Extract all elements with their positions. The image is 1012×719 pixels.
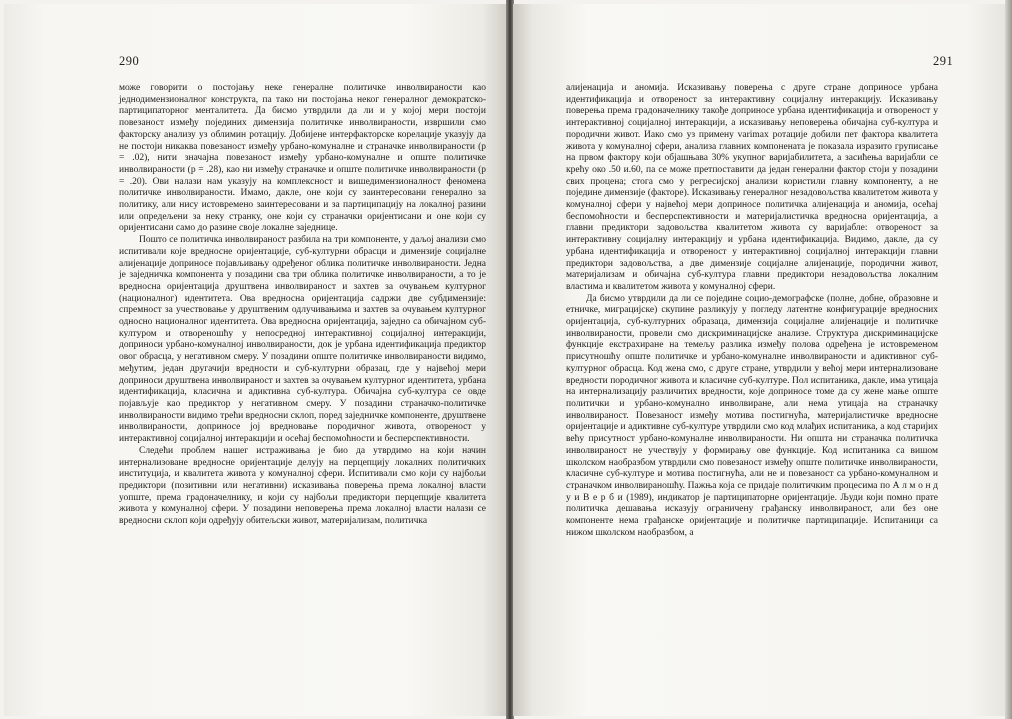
page-number-left: 290 [119,54,140,68]
paragraph: Следећи проблем нашег истраживања је био да утврдимо на који начин интернализоване вредносне оријентације делују на перцепцију локалних политичких институција, и квалитета живота у комуналној сфери. Испитивали смо који су најбољи предиктори (позитивни или негативни) исказивања поверења према локалној власти уопште, према градоначелнику, и који су најбољи предиктори перцепције квалитета живота у комуналној сфери. У позадини неповерења према локалној власти налази се вредносни склоп који одређују обитељски живот, материјализам, политичка [119,445,486,527]
paragraph: Да бисмо утврдили да ли се поједине социо-демографске (полне, добне, образовне и етничке, миграцијске) скупине разликују у погледу латентне конфигурације вредносних оријентација, суб-културних образаца, димензија социјалне алијенације и политичке инволвираности, провели смо дискриминацијске анализе. Структура дискриминацијске функције екстрахиране на темељу разлика између полова одређена је истовременом присутношћу опште политичке и урбано-комуналне инволвираности и адиктивног суб-културног обрасца. Код жена смо, с друге стране, утврдили у већој мери интернализоване вредности породичног живота и класичне суб-културе. Пол испитаника, дакле, има утицаја на интернализацију различитих вредности, које доприносе томе да су жене мање опште политички и урбано-комунално инволвиране, али нема утицаја на страначку инволвираност. Повезаност између мотива постигнућа, материјалистичке вредносне оријентације и адиктивне суб-културе утврдили смо код млађих испитаника, а код старијих већу присутност урбано-комуналне инволвираности. Ни општа ни страначка политичка инволвираност не учествују у формирању ове функције. Код испитаника са вишом школском наобразбом утврдили смо повезаност између опште политичке инволвираности, класичне суб-културе и мотива постигнућа, али не и повезаност са урбано-комуналном и страначком инволвираношћу. Пажња која се придаје политичким процесима по А л м о н д у и В е р б и (1989), индикатор је партиципаторне оријентације. Људи који помно прате политичка дешавања исказују ограничену грађанску инволвираност, али без оне компоненте нема грађанске оријентације и политичке партиципације. Испитаници са нижом школском наобразбом, а [566,293,938,538]
paragraph: Пошто се политичка инволвираност разбила на три компоненте, у даљој анализи смо испитивали које вредносне оријентације, суб-културни обрасци и димензије социјалне алијенације доприносе појављивању одређеног облика политичке инволвираности. Једна је заједничка компонента у позадини сва три облика политичке инволвираности, а то је вредносна оријентација друштвена инволвираност и захтев за очувањем културног (националног) идентитета. Ова вредносна оријентација садржи две субдимензије: спремност за учествовање у друштвеним одлучивањима и захтев за очувањем културног односно националног идентитета. Ова вредносна оријентација, заједно са обичајном суб-културом и отвореношћу у непосредној интерактивној социјалној интеракцији, доприноси урбано-комуналној инволвираности, док је урбана идентификација предиктор овог обрасца, у негативном смеру. У позадини опште политичке инволвираности видимо, међутим, један другачији вредности и суб-културни образац, где у највећој мери доприноси друштвена инволвираност и захтев за очувањем културног идентитета, урбана идентификација, класична и адиктивна суб-култура. Обичајна суб-култура се овде појављује као предиктор у негативном смеру. У позадини страначко-политичке инволвираности видимо трећи вредносни склоп, поред заједничке компоненте, друштвене инволвираности, доприносе јој вредновање породичног живота, отвореност у интерактивној социјалној интеракцији и осећај беспомоћности и бесперспективности. [119,235,486,445]
right-page-text [566,83,938,539]
paragraph: алијенација и аномија. Исказивању поверења с друге стране доприносе урбана идентификација и отвореност за интерактивну социјалну интеракцију. Исказивању поверења према градоначелнику такође доприносе урбана идентификација и отвореност у интерактивној социјалној интеракцији, а исказивању неповерења обичајна суб-култура и породични живот. Иако смо уз примену varimax ротације добили пет фактора квалитета живота у комуналној сфери, анализа главних компонената је показала изразито груписање на првом фактору који објашњава 30% укупног варијабилитета, а засићења варијабли се крећу око .50 и.60, па се може претпоставити да један генерални фактор стоји у позадини свих процена; стога смо у регресијској анализи користили главну компоненту, а не поједине димензије (факторе). Исказивању генералног незадовољства квалитетом живота у комуналној сфери у највећој мери доприносе политичка алијенација и аномија, осећај беспомоћности и бесперспективности и материјалистичка вредносна оријентација, а главни предиктори задовољства квалитетом живота су варијабле: отвореност за интерактивну социјалну интеракцију и урбана идентификација. Видимо, дакле, да су урбана идентификација и отвореност у интерактивној социјалној интеракцији главни предиктори задовољства, а две димензије социјалне алијенације, породични живот, материјализам и обичајна суб-култура главни предиктори незадовољства локалним властима и квалитетом живота у комуналној сфери. [566,83,938,292]
page-number-right: 291 [933,54,954,68]
page-edge [1005,0,1012,719]
left-page-text [119,83,486,528]
right-page [513,4,1008,716]
left-page [4,4,507,716]
paragraph: може говорити о постојању неке генералне политичке инволвираности као једнодимензионалног конструкта, па тако ни постојања неког генералног демократско-партиципаторног менталитета. Да бисмо утврдили да ли и у којој мери постоји повезаност између појединих димензија политичке инволвираности, извршили смо факторску анализу уз облимин ротацију. Добијене интерфакторске корелације указују да не постоји никаква повезаност између урбано-комуналне и страначке инволвираности (p = .02), нити значајна повезаност између урбано-комуналне и опште политичке инволвираности (p = .28), као ни између страначке и опште политичке инволвираности (p = .20). Ови налази нам указују на комплексност и вишедимензионалност феномена политичке инволвираности. Имамо, дакле, оне који су заинтересовани генерално за политику, али нису истовремено заинтересовани и за партиципацију на локалној разини или опредељени за неку странку, оне који су страначки оријентисани и оне који су оријентисани само до разине своје локалне заједнице. [119,83,486,234]
